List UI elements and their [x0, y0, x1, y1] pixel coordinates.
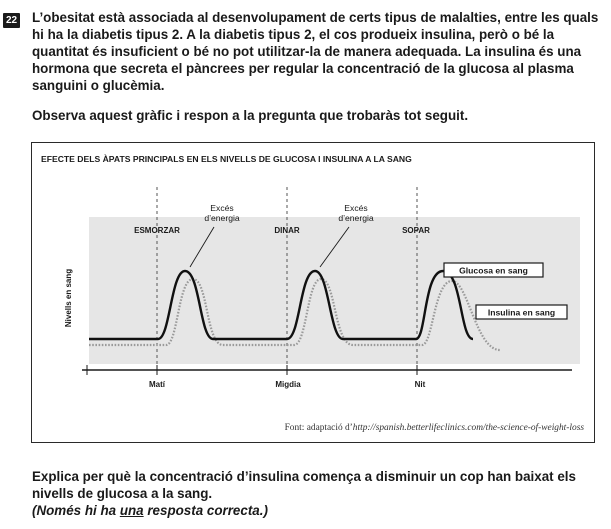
plot-background	[89, 217, 580, 364]
question-number: 22	[3, 13, 20, 28]
annotation-excess-2-line2: d’energia	[338, 213, 374, 223]
source-prefix: Font: adaptació d’	[284, 423, 353, 433]
x-tick-label-mati: Matí	[149, 380, 165, 389]
y-axis-label: Nivells en sang	[64, 268, 73, 328]
question-instruction: Observa aquest gràfic i respon a la pregunta que trobaràs tot seguit.	[32, 108, 469, 123]
note-after: resposta correcta.)	[143, 503, 268, 518]
legend-glucose-label: Glucosa en sang	[459, 265, 528, 276]
meal-label-esmorzar: ESMORZAR	[134, 226, 180, 235]
chart-title: EFECTE DELS ÀPATS PRINCIPALS EN ELS NIVELLS DE GLUCOSA I INSULINA A LA SANG	[41, 154, 412, 164]
answer-note	[32, 502, 604, 519]
question-prompt-block	[32, 468, 604, 519]
chart-svg	[32, 143, 596, 444]
x-tick-label-nit: Nit	[414, 380, 426, 389]
annotation-excess-1-line1: Excés	[210, 203, 234, 213]
meal-label-dinar: DINAR	[274, 226, 300, 235]
source-url: http://spanish.betterlifeclinics.com/the-science-of-weight-loss	[352, 423, 584, 433]
note-before: (Només hi ha	[32, 503, 120, 518]
meal-label-sopar: SOPAR	[402, 226, 430, 235]
chart-figure	[31, 142, 595, 443]
legend-insulin-label: Insulina en sang	[487, 307, 556, 318]
annotation-excess-2-line1: Excés	[344, 203, 368, 213]
question-prompt: Explica per què la concentració d’insulina comença a disminuir un cop han baixat els nivells de glucosa a la sang.	[32, 469, 576, 501]
x-tick-label-migdia: Migdia	[275, 380, 301, 389]
annotation-excess-1-line2: d’energia	[204, 213, 240, 223]
note-underlined: una	[119, 503, 144, 518]
question-intro: L’obesitat està associada al desenvolupament de certs tipus de malalties, entre les quals hi ha la diabetis tipus 2. A la diabetis tipus 2, el cos produeix insulina, però o bé la quantitat és insuficient o bé no pot utilitzar-la de manera adequada. La insulina és una hormona que secreta el pàncrees per regular la concentració de la glucosa al plasma sanguini o glucèmia.	[32, 10, 599, 93]
figure-source	[285, 423, 584, 433]
